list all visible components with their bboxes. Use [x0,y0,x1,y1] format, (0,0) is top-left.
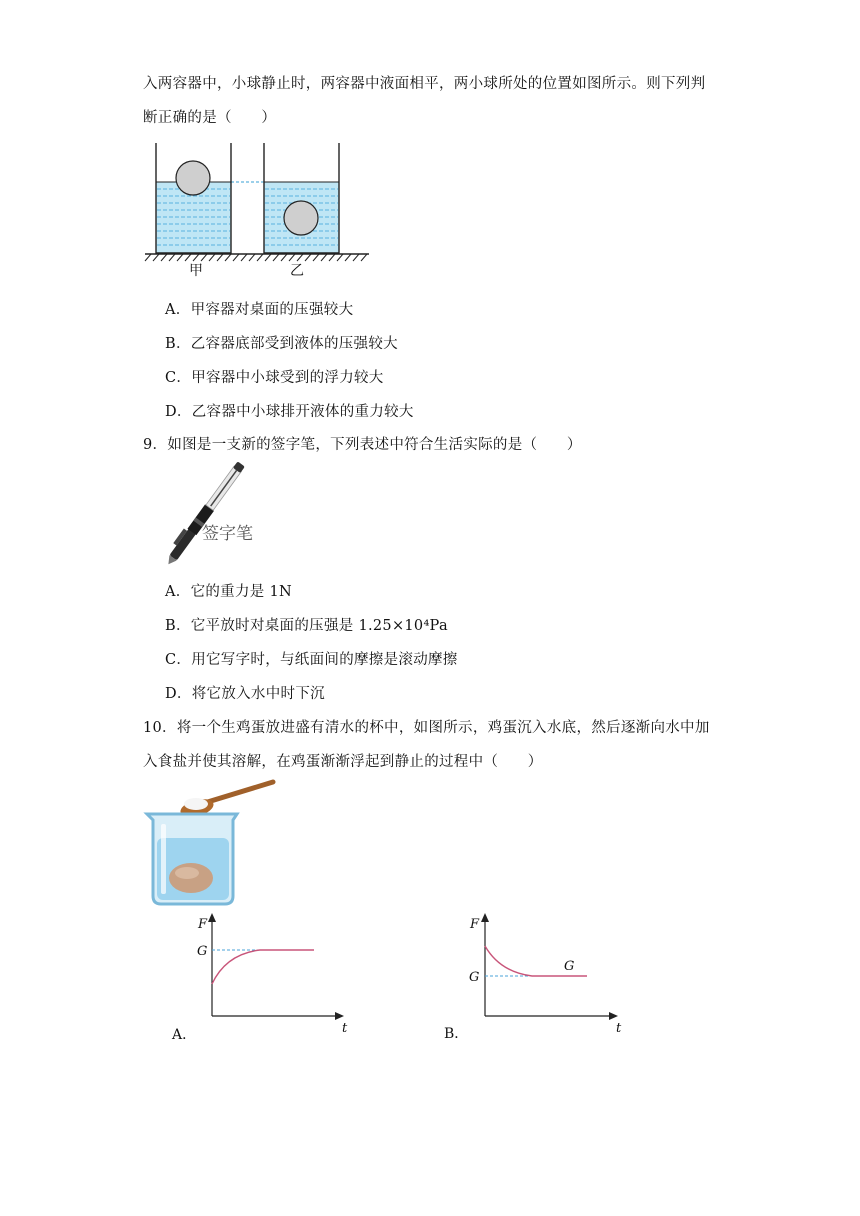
graph-b-y-label: F [470,917,480,932]
q8-label-jia: 甲 [189,263,203,279]
graph-b-g-label-right: G [564,959,575,974]
graph-b-x-label: t [616,1021,622,1036]
q8-option-a: A．甲容器对桌面的压强较大 [165,302,354,318]
q8-stem-line2: 断正确的是（ ） [143,110,277,126]
graph-a-x-label: t [342,1021,348,1036]
q9-option-d: D．将它放入水中时下沉 [165,686,325,702]
q9-option-c: C．用它写字时，与纸面间的摩擦是滚动摩擦 [165,652,458,668]
q10-graph-b [432,906,632,1041]
q8-stem-line1: 入两容器中，小球静止时，两容器中液面相平，两小球所处的位置如图所示。则下列判 [143,76,706,92]
q9-option-b: B．它平放时对桌面的压强是 1.25×10⁴Pa [165,618,448,634]
q9-pen-label: 签字笔 [202,524,253,544]
q8-containers-figure [145,143,375,278]
q8-label-yi: 乙 [290,263,304,279]
q10-graph-a [160,910,360,1045]
q9-stem: 9．如图是一支新的签字笔，下列表述中符合生活实际的是（ ） [143,437,582,453]
q9-pen-image [152,462,264,562]
graph-b-g-label-left: G [469,970,480,985]
q8-option-c: C．甲容器中小球受到的浮力较大 [165,370,384,386]
q10-beaker-image [143,776,283,908]
q8-option-d: D．乙容器中小球排开液体的重力较大 [165,404,414,420]
q8-ball-left [176,161,210,195]
q10-stem-line1: 10．将一个生鸡蛋放进盛有清水的杯中，如图所示，鸡蛋沉入水底，然后逐渐向水中加 [143,720,710,736]
q10-stem-line2: 入食盐并使其溶解，在鸡蛋渐渐浮起到静止的过程中（ ） [143,754,543,770]
q8-ball-right [284,201,318,235]
graph-a-option: A． [172,1027,197,1043]
graph-a-y-label: F [198,917,208,932]
graph-a-g-label: G [197,944,208,959]
graph-b-option: B． [444,1026,469,1042]
q9-option-a: A．它的重力是 1N [165,584,292,600]
q8-option-b: B．乙容器底部受到液体的压强较大 [165,336,398,352]
graph-a-curve [212,950,314,984]
